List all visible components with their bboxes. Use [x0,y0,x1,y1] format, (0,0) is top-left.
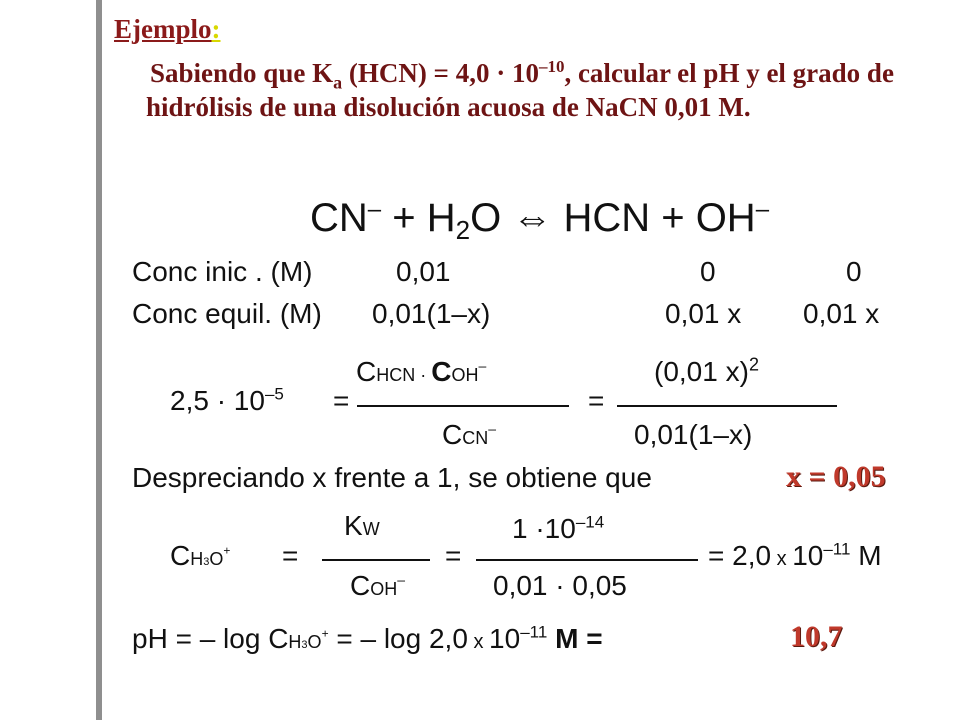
kw-numerator: KW [344,510,380,541]
kb-denominator-1: CCN– [442,419,497,450]
ph-equation: pH = – log CH3O+ = – log 2,0 x $10^{-11}$ M = [132,622,603,654]
x-result: x = 0,05 [786,460,886,493]
ph-result: 10,7 [790,620,843,653]
kb-equals-2: = [588,385,605,416]
kb-numerator-1: CHCN · COH– [356,356,487,387]
approximation-text: Despreciando x frente a 1, se obtiene que [132,462,652,493]
h3o-concentration-lhs: CH3O+ [170,540,231,571]
h3o-equals-1: = [282,540,299,571]
conc-equil-oh: 0,01 x [803,298,880,329]
example-title: Ejemplo: [114,14,221,44]
conc-inic-cn: 0,01 [396,256,451,287]
left-accent-bar [96,0,102,720]
kw-value-numerator: $1 \cdot 10^{-14}$ [512,512,605,544]
h3o-fraction-bar-2 [476,559,698,561]
conc-equil-cn: 0,01(1–x) [372,298,491,329]
kb-numerator-2: (0,01 x)$^2$ [654,354,759,387]
h3o-fraction-bar-1 [322,559,430,561]
product-denominator: 0,01 · 0,05 [493,570,627,601]
equilibrium-arrow-icon: ⇔ [512,196,553,240]
conc-inic-hcn: 0 [700,256,716,287]
kb-fraction-bar-1 [357,405,569,407]
kb-value: $2,5 \cdot 10^{-5}$ [170,384,284,416]
hydrolysis-reaction: $CN^- + H_2O$ ⇔ HCN + OH– [310,196,770,245]
left-margin-bar [0,0,96,720]
conc-equil-label: Conc equil. (M) [132,298,322,329]
conc-inic-oh: 0 [846,256,862,287]
conc-equil-hcn: 0,01 x [665,298,742,329]
problem-statement: Sabiendo que $K_a$ $(HCN) = 4,0 \cdot 10^{-10}$, calcular el pH y el grado de hidrólisis de una disolución acuosa de NaCN 0,01 M. [146,57,894,122]
kb-equals-1: = [333,385,350,416]
coh-denominator: COH– [350,570,406,601]
kb-fraction-bar-2 [617,405,837,407]
h3o-result: = 2,0 x $10^{-11}$ M [708,539,882,571]
h3o-equals-2: = [445,540,462,571]
kb-denominator-2: 0,01(1–x) [634,419,753,450]
conc-inic-label: Conc inic . (M) [132,256,313,287]
